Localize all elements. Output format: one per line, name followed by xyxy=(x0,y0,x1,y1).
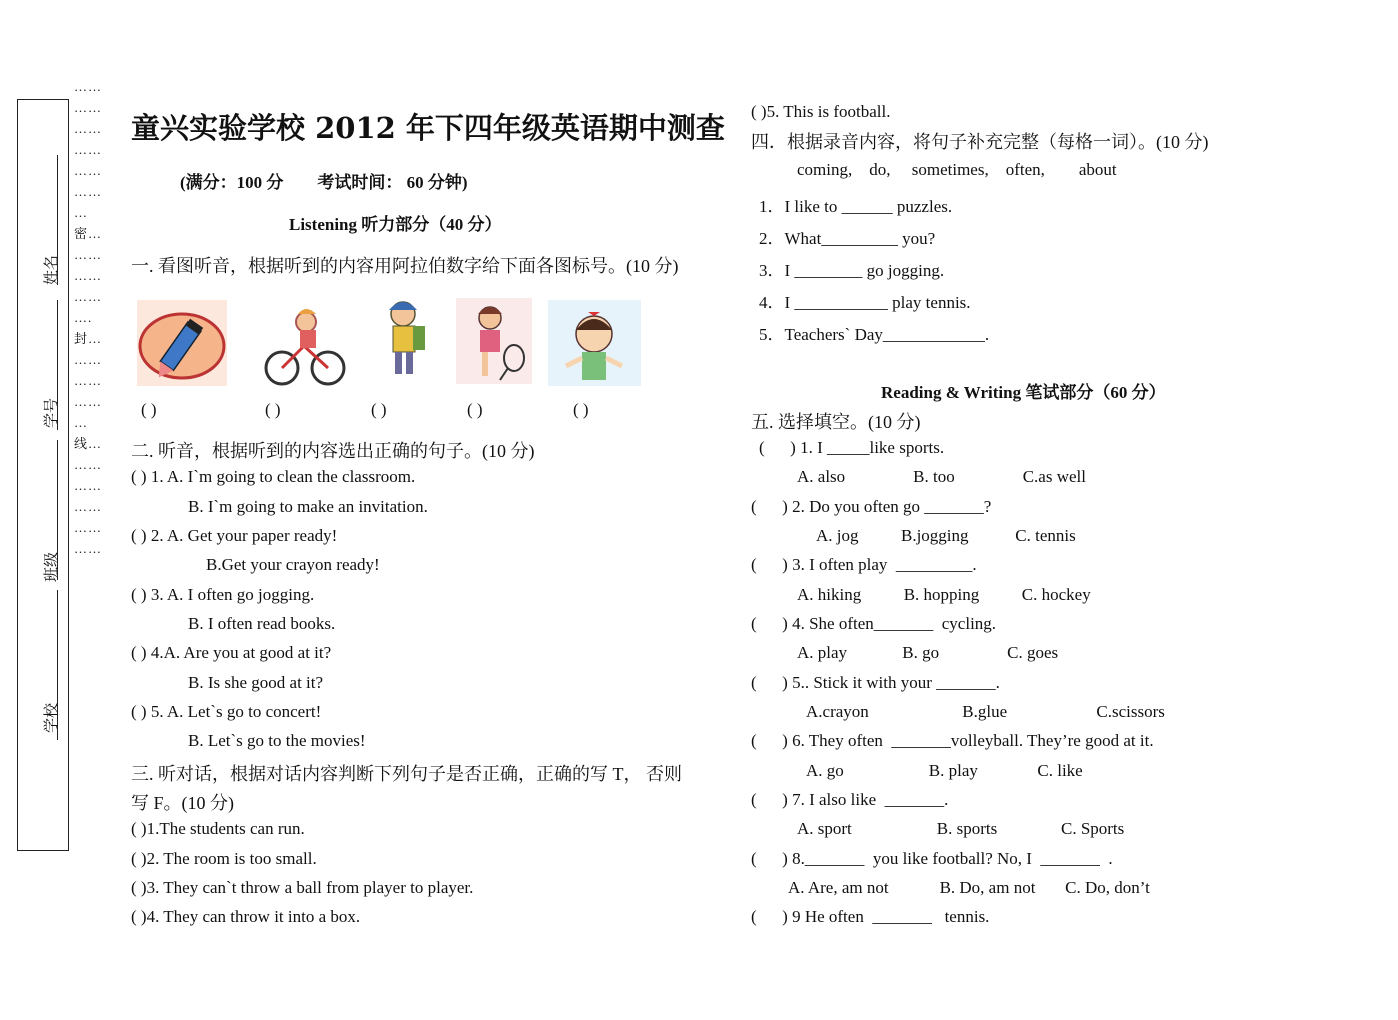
option-line: B. Is she good at it? xyxy=(188,673,324,692)
answer-bracket[interactable]: ( ) xyxy=(371,400,387,419)
question-line: ( ) 2. Do you often go _______? xyxy=(751,497,992,516)
part2-heading: 二. 听音，根据听到的内容选出正确的句子。(10 分) xyxy=(131,441,535,461)
option-line: A.crayon B.glue C.scissors xyxy=(806,702,1165,721)
fill-line: 5．Teachers` Day____________. xyxy=(759,325,990,344)
question-line: ( ) 2. A. Get your paper ready! xyxy=(131,526,338,545)
answer-bracket[interactable]: ( ) xyxy=(141,400,157,419)
binding-strip xyxy=(17,99,69,851)
fill-line: 2．What_________ you? xyxy=(759,229,936,248)
name-label: 姓名 xyxy=(42,254,60,285)
cycling-picture xyxy=(262,300,350,386)
question-line: ( ) 9 He often _______ tennis. xyxy=(751,907,990,926)
option-line: B. I`m going to make an invitation. xyxy=(188,497,428,516)
option-line: B. Let`s go to the movies! xyxy=(188,731,366,750)
question-line: ( )4. They can throw it into a box. xyxy=(131,907,361,926)
question-line: ( ) 5. A. Let`s go to concert! xyxy=(131,702,322,721)
part4-heading: 四．根据录音内容，将句子补充完整（每格一词）。(10 分) xyxy=(751,132,1209,152)
question-line: ( ) 4. She often_______ cycling. xyxy=(751,614,997,633)
page-title: 童兴实验学校 2012 年下四年级英语期中测查 xyxy=(131,111,725,145)
question-line: ( ) 8._______ you like football? No, I _______ . xyxy=(751,849,1113,868)
question-line: ( ) 7. I also like _______. xyxy=(751,790,949,809)
question-line: ( )1.The students can run. xyxy=(131,819,305,838)
option-line: A. also B. too C.as well xyxy=(797,467,1086,486)
option-line: A. jog B.jogging C. tennis xyxy=(816,526,1076,545)
girl-picture xyxy=(548,300,641,386)
answer-bracket[interactable]: ( ) xyxy=(467,400,483,419)
question-line: ( ) 4.A. Are you at good at it? xyxy=(131,643,332,662)
option-line: A. Are, am not B. Do, am not C. Do, don’t xyxy=(788,878,1150,897)
option-line: A. sport B. sports C. Sports xyxy=(797,819,1125,838)
class-label: 班级 xyxy=(42,551,60,582)
question-line: ( ) 3. I often play _________. xyxy=(751,555,977,574)
crayon-picture xyxy=(137,300,227,386)
option-line: A. hiking B. hopping C. hockey xyxy=(797,585,1091,604)
tennis-picture xyxy=(456,298,532,384)
option-line: B. I often read books. xyxy=(188,614,336,633)
question-line: ( ) 3. A. I often go jogging. xyxy=(131,585,315,604)
option-line: A. play B. go C. goes xyxy=(797,643,1059,662)
seal-line-dots: …… …… …… …… …… …… … 密… …… …… …… …. 封… …… …… …… … 线… …… …… …… …… …… xyxy=(74,79,103,556)
question-line: ( ) 1. I _____like sports. xyxy=(759,438,945,457)
exam-info: (满分：100 分 考试时间： 60 分钟) xyxy=(180,173,468,192)
answer-bracket[interactable]: ( ) xyxy=(265,400,281,419)
fill-line: 4．I ___________ play tennis. xyxy=(759,293,971,312)
hiking-picture xyxy=(373,292,438,384)
student-id-label: 学号 xyxy=(42,397,60,428)
fill-line: 3．I ________ go jogging. xyxy=(759,261,945,280)
option-line: A. go B. play C. like xyxy=(806,761,1083,780)
part3-heading-cont: 写 F。(10 分) xyxy=(131,793,234,813)
listening-title: Listening 听力部分（40 分） xyxy=(289,215,502,234)
part5-heading: 五. 选择填空。(10 分) xyxy=(751,412,921,432)
question-line: ( ) 6. They often _______volleyball. They’re good at it. xyxy=(751,731,1154,750)
part1-heading: 一. 看图听音，根据听到的内容用阿拉伯数字给下面各图标号。(10 分) xyxy=(131,256,679,276)
question-line: ( ) 1. A. I`m going to clean the classroom. xyxy=(131,467,416,486)
answer-bracket[interactable]: ( ) xyxy=(573,400,589,419)
question-line: ( )2. The room is too small. xyxy=(131,849,317,868)
word-bank: coming, do, sometimes, often, about xyxy=(797,160,1117,179)
option-line: B.Get your crayon ready! xyxy=(206,555,380,574)
question-line: ( )5. This is football. xyxy=(751,102,891,121)
fill-line: 1．I like to ______ puzzles. xyxy=(759,197,953,216)
question-line: ( )3. They can`t throw a ball from player to player. xyxy=(131,878,474,897)
school-label: 学校 xyxy=(42,702,60,733)
question-line: ( ) 5.. Stick it with your _______. xyxy=(751,673,1000,692)
part3-heading: 三. 听对话，根据对话内容判断下列句子是否正确，正确的写 T， 否则 xyxy=(131,764,682,784)
reading-writing-title: Reading & Writing 笔试部分（60 分） xyxy=(881,383,1166,402)
